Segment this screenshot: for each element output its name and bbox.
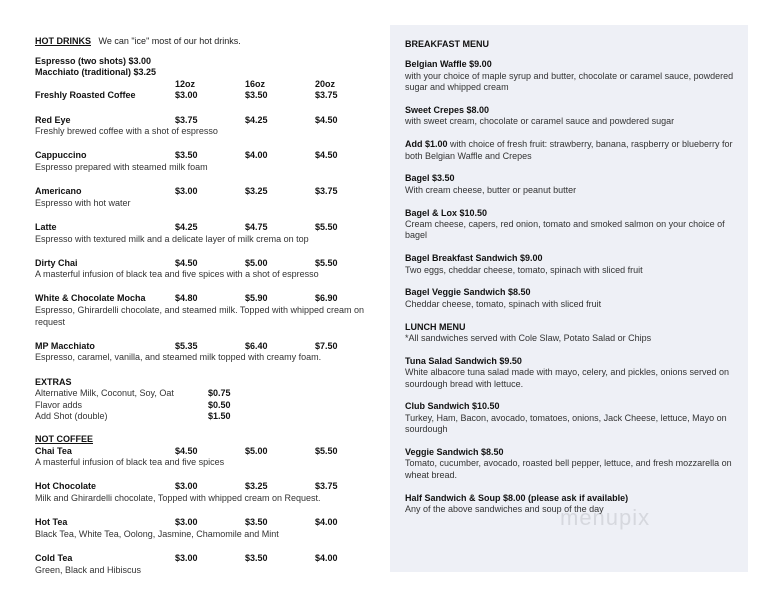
- item-price: $5.90: [245, 293, 268, 304]
- item-name: Americano: [35, 186, 82, 197]
- hot-drinks-header: [35, 36, 365, 48]
- hot-drinks-note: We can "ice" most of our hot drinks.: [98, 36, 241, 46]
- item-name: White & Chocolate Mocha: [35, 293, 146, 304]
- item-name: Hot Chocolate: [35, 481, 97, 492]
- menu-item: [35, 258, 365, 281]
- item-title: [405, 208, 740, 219]
- menu-item: [35, 186, 365, 209]
- menu-item: [405, 105, 740, 128]
- menu-item: [35, 90, 365, 102]
- size-20oz: 20oz: [315, 78, 336, 89]
- item-description: Espresso with textured milk and a delicate layer of milk crema on top: [35, 233, 309, 244]
- menu-item: [405, 287, 740, 310]
- item-title: [405, 287, 740, 298]
- item-price: $4.50: [175, 257, 198, 268]
- menu-item: [405, 356, 740, 390]
- extra-name: Add Shot (double): [35, 411, 108, 422]
- item-description: Milk and Ghirardelli chocolate, Topped with whipped cream on Request.: [35, 492, 321, 503]
- item-inline-text: with choice of fresh fruit: strawberry, banana, raspberry or blueberry for both Belgian Waffle and Crepes: [405, 139, 733, 161]
- item-description: Espresso, caramel, vanilla, and steamed milk topped with creamy foam.: [35, 352, 322, 363]
- item-title: [405, 253, 740, 264]
- item-price: $4.00: [315, 552, 338, 563]
- item-price: $3.00: [175, 90, 198, 101]
- item-row: [35, 341, 365, 353]
- item-price: $5.35: [175, 340, 198, 351]
- item-name: Latte: [35, 221, 57, 232]
- menu-item: [35, 481, 365, 504]
- item-price: $3.00: [175, 552, 198, 563]
- item-name: Add $1.00: [405, 139, 448, 150]
- menu-item: [35, 150, 365, 173]
- extras-title: EXTRAS: [35, 376, 72, 387]
- item-row: [35, 553, 365, 565]
- item-title: [405, 401, 740, 412]
- item-price: $4.75: [245, 221, 268, 232]
- menu-item: [35, 446, 365, 469]
- menu-item: [405, 173, 740, 196]
- item-description: A masterful infusion of black tea and five spices with a shot of espresso: [35, 269, 319, 280]
- breakfast-list: [405, 59, 740, 310]
- item-description: Cream cheese, capers, red onion, tomato and smoked salmon on your choice of bagel: [405, 219, 725, 241]
- size-header: [35, 79, 365, 91]
- item-name: Tuna Salad Sandwich $9.50: [405, 355, 522, 366]
- drinks-column: [35, 36, 365, 589]
- breakfast-title: BREAKFAST MENU: [405, 39, 490, 49]
- menu-item: [35, 517, 365, 540]
- menu-item: [405, 139, 740, 162]
- extra-price: $1.50: [208, 411, 231, 422]
- watermark-logo: menupix: [560, 505, 651, 530]
- item-name: Bagel Breakfast Sandwich $9.00: [405, 253, 543, 264]
- item-row: [35, 293, 365, 305]
- item-name: Club Sandwich $10.50: [405, 401, 500, 412]
- item-row: [35, 186, 365, 198]
- menu-item: [405, 401, 740, 435]
- extra-item: [35, 388, 365, 400]
- item-price: $3.25: [245, 481, 268, 492]
- item-title: [405, 173, 740, 184]
- item-price: $6.90: [315, 293, 338, 304]
- item-row: [35, 115, 365, 127]
- item-row: [35, 150, 365, 162]
- size-12oz: 12oz: [175, 78, 196, 89]
- menu-item: [405, 59, 740, 93]
- item-price: $4.50: [315, 114, 338, 125]
- extra-item: [35, 400, 365, 412]
- menu-item: [405, 253, 740, 276]
- item-price: $3.50: [175, 150, 198, 161]
- item-name: Bagel Veggie Sandwich $8.50: [405, 287, 531, 298]
- item-row: [35, 90, 365, 102]
- item-price: $5.50: [315, 221, 338, 232]
- item-price: $5.00: [245, 445, 268, 456]
- lunch-list: [405, 356, 740, 516]
- item-name: Red Eye: [35, 114, 71, 125]
- item-price: $4.00: [315, 517, 338, 528]
- item-price: $4.80: [175, 293, 198, 304]
- item-name: Dirty Chai: [35, 257, 78, 268]
- item-title: [405, 356, 740, 367]
- extra-price: $0.50: [208, 399, 231, 410]
- item-price: $7.50: [315, 340, 338, 351]
- item-row: [35, 258, 365, 270]
- menu-item: [405, 208, 740, 242]
- item-name: Cold Tea: [35, 552, 73, 563]
- item-row: [35, 446, 365, 458]
- item-row: [35, 481, 365, 493]
- item-price: $3.00: [175, 186, 198, 197]
- item-price: $3.50: [245, 90, 268, 101]
- item-row: [35, 517, 365, 529]
- item-title: [405, 139, 740, 162]
- item-price: $3.25: [245, 186, 268, 197]
- macchiato-line: Macchiato (traditional) $3.25: [35, 67, 157, 78]
- item-price: $3.75: [315, 90, 338, 101]
- item-price: $3.00: [175, 481, 198, 492]
- food-column: [405, 39, 740, 527]
- item-name: Sweet Crepes $8.00: [405, 105, 490, 116]
- menu-item: [405, 493, 740, 516]
- item-description: Espresso, Ghirardelli chocolate, and steamed milk. Topped with whipped cream on request: [35, 305, 365, 327]
- item-description: Turkey, Ham, Bacon, avocado, tomatoes, onions, Jack Cheese, lettuce, Mayo on sourdough: [405, 412, 727, 435]
- item-name: Veggie Sandwich $8.50: [405, 447, 504, 458]
- item-price: $3.75: [315, 481, 338, 492]
- item-description: A masterful infusion of black tea and five spices: [35, 457, 225, 468]
- item-name: MP Macchiato: [35, 340, 95, 351]
- item-name: Bagel $3.50: [405, 173, 455, 184]
- item-title: [405, 105, 740, 116]
- item-price: $4.50: [315, 150, 338, 161]
- menu-item: [35, 293, 365, 328]
- extra-item: [35, 411, 365, 423]
- item-description: Freshly brewed coffee with a shot of espresso: [35, 126, 218, 137]
- espresso-line: Espresso (two shots) $3.00: [35, 55, 152, 66]
- item-name: Half Sandwich & Soup $8.00 (please ask if available): [405, 492, 629, 503]
- menu-item: [35, 222, 365, 245]
- item-description: with your choice of maple syrup and butter, chocolate or caramel sauce, powdered sugar and whipped cream: [405, 70, 734, 93]
- item-description: White albacore tuna salad made with mayo, celery, and pickles, onions served on sourdough bread with lettuce.: [405, 367, 730, 389]
- item-description: Green, Black and Hibiscus: [35, 564, 142, 575]
- extra-name: Alternative Milk, Coconut, Soy, Oat: [35, 388, 174, 399]
- item-price: $5.50: [315, 257, 338, 268]
- item-price: $4.00: [245, 150, 268, 161]
- item-price: $4.25: [245, 114, 268, 125]
- menu-item: [405, 447, 740, 481]
- item-price: $3.00: [175, 517, 198, 528]
- item-price: $3.50: [245, 517, 268, 528]
- item-price: $3.75: [175, 114, 198, 125]
- item-price: $6.40: [245, 340, 268, 351]
- item-description: Tomato, cucumber, avocado, roasted bell pepper, lettuce, and fresh mozzarella on wheat bread.: [405, 458, 732, 480]
- item-name: Chai Tea: [35, 445, 72, 456]
- item-title: [405, 59, 740, 70]
- item-price: $5.50: [315, 445, 338, 456]
- size-16oz: 16oz: [245, 78, 266, 89]
- hot-drinks-title: HOT DRINKS: [35, 36, 91, 46]
- item-description: Cheddar cheese, tomato, spinach with sliced fruit: [405, 298, 602, 309]
- item-description: with sweet cream, chocolate or caramel sauce and powdered sugar: [405, 116, 675, 127]
- lunch-note: *All sandwiches served with Cole Slaw, Potato Salad or Chips: [405, 333, 652, 344]
- item-name: Freshly Roasted Coffee: [35, 90, 136, 101]
- menu-item: [35, 553, 365, 576]
- hot-drinks-list: [35, 90, 365, 364]
- extras-section: [35, 377, 365, 423]
- menu-item: [35, 115, 365, 138]
- item-description: Espresso with hot water: [35, 197, 131, 208]
- lunch-title: LUNCH MENU: [405, 321, 466, 332]
- item-name: Belgian Waffle $9.00: [405, 59, 492, 70]
- item-row: [35, 222, 365, 234]
- item-description: Espresso prepared with steamed milk foam: [35, 161, 208, 172]
- not-coffee-list: [35, 446, 365, 577]
- item-description: Black Tea, White Tea, Oolong, Jasmine, Chamomile and Mint: [35, 528, 279, 539]
- item-name: Cappuccino: [35, 150, 87, 161]
- item-name: Hot Tea: [35, 517, 68, 528]
- extra-name: Flavor adds: [35, 399, 83, 410]
- item-description: Any of the above sandwiches and soup of the day: [405, 504, 604, 515]
- menu-item: [35, 341, 365, 364]
- item-price: $3.50: [245, 552, 268, 563]
- item-title: [405, 493, 740, 504]
- item-price: $4.50: [175, 445, 198, 456]
- item-description: With cream cheese, butter or peanut butter: [405, 184, 577, 195]
- not-coffee-title: NOT COFFEE: [35, 434, 93, 444]
- item-price: $5.00: [245, 257, 268, 268]
- extra-price: $0.75: [208, 388, 231, 399]
- item-price: $3.75: [315, 186, 338, 197]
- item-description: Two eggs, cheddar cheese, tomato, spinach with sliced fruit: [405, 264, 643, 275]
- item-price: $4.25: [175, 221, 198, 232]
- item-title: [405, 447, 740, 458]
- item-name: Bagel & Lox $10.50: [405, 207, 488, 218]
